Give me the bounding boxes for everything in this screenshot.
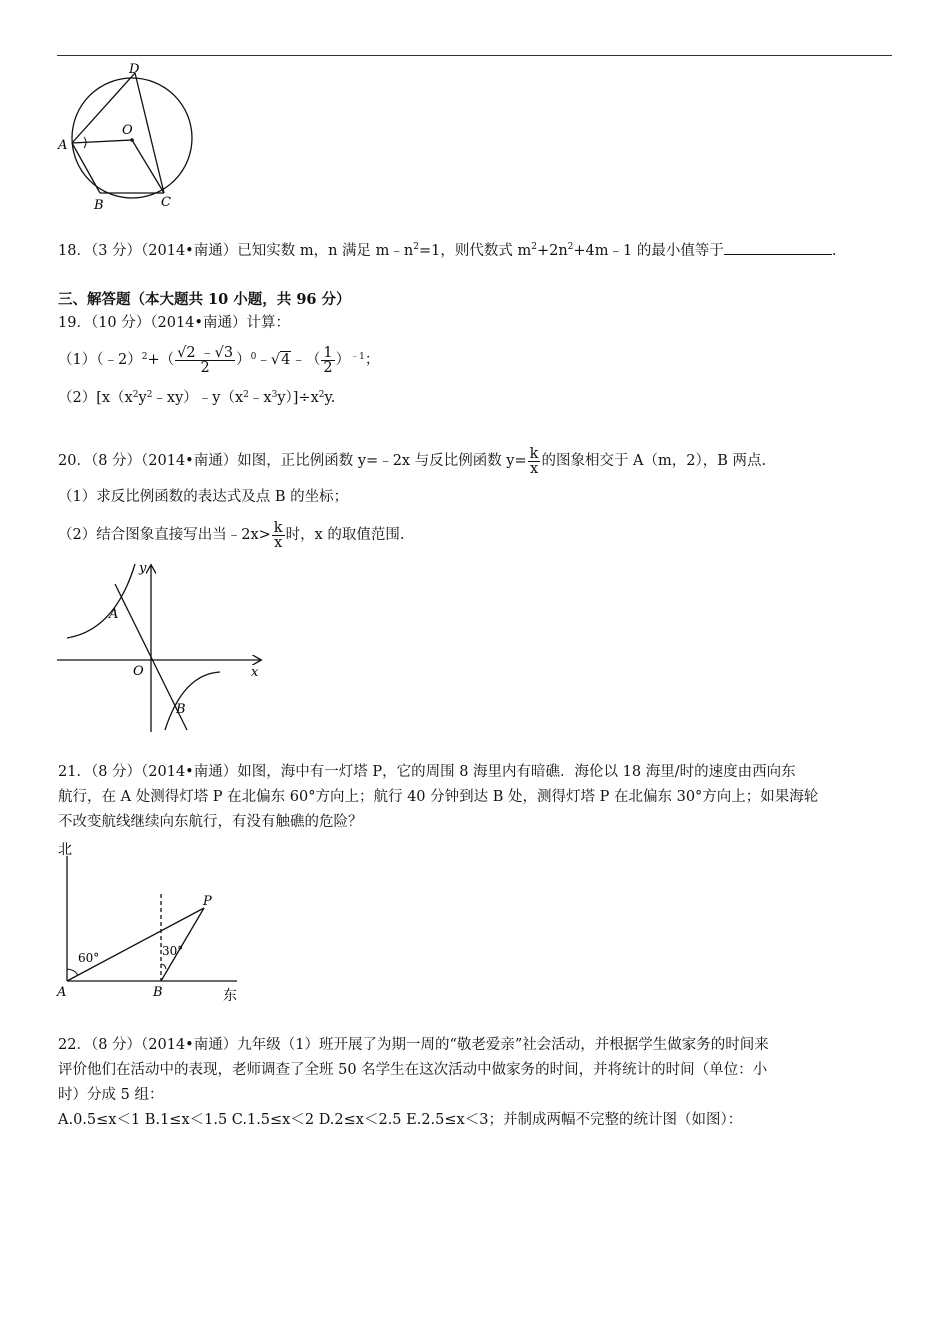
label-A: A — [58, 138, 68, 153]
header-rule — [57, 55, 892, 56]
question-18: 18．（3 分）（2014•南通）已知实数 m，n 满足 $m﹣n^2=1$，则代数式 $m^2+2n^2+4m﹣1$ 的最小值等于 . — [58, 242, 837, 259]
question-22-line2: 评价他们在活动中的表现，老师调查了全班 50 名学生在这次活动中做家务的时间，并将统计的时间（单位：小 — [58, 1062, 768, 1078]
section-heading: 三、解答题（本大题共 10 小题，共 96 分） — [58, 291, 351, 308]
label-B: B — [176, 702, 186, 717]
question-22-line1: 22．（8 分）（2014•南通）九年级（1）班开展了为期一周的“敬老爱亲”社会活动，并根据学生做家务的时间来 — [58, 1037, 769, 1053]
label-north: 北 — [58, 842, 72, 858]
question-22-line3: 时）分成 5 组： — [58, 1087, 164, 1103]
question-20-part2: （2）结合图象直接写出当﹣2x> $\frac{k}{x}$ 时，x 的取值范围. — [58, 519, 405, 551]
label-C: C — [161, 195, 171, 210]
question-19-part1: （1）（﹣2）$^2$+（ $\frac{√2 ﹣√3}{2}$ ）$^0$﹣√4﹣（ $\frac{1}{2}$ ）$^{﹣1}$； — [58, 344, 380, 376]
answer-blank[interactable] — [724, 240, 832, 255]
label-30: 30° — [162, 944, 184, 958]
label-60: 60° — [78, 951, 100, 965]
label-D: D — [129, 62, 140, 77]
label-east: 东 — [223, 988, 237, 1003]
lighthouse-figure — [52, 838, 252, 1003]
label-O: O — [133, 664, 144, 679]
circle-figure — [52, 60, 202, 215]
circle — [72, 78, 192, 198]
question-21-line1: 21．（8 分）（2014•南通）如图，海中有一灯塔 P，它的周围 8 海里内有暗礁．海伦以 18 海里/时的速度由西向东 — [58, 764, 796, 780]
function-graph-figure — [55, 560, 270, 735]
question-19-head: 19．（10 分）（2014•南通）计算： — [58, 315, 290, 331]
label-y: y — [139, 561, 147, 576]
question-20: 20．（8 分）（2014•南通）如图，正比例函数 y=﹣2x 与反比例函数 y= $\frac{k}{x}$ 的图象相交于 A（m，2），B 两点. — [58, 445, 767, 477]
question-20-part1: （1）求反比例函数的表达式及点 B 的坐标； — [58, 489, 349, 505]
label-A: A — [109, 607, 119, 622]
label-A: A — [57, 985, 67, 1000]
question-22-line4: A.0.5≤x＜1 B.1≤x＜1.5 C.1.5≤x＜2 D.2≤x＜2.5 E.2.5≤x＜3；并制成两幅不完整的统计图（如图）： — [58, 1112, 743, 1128]
question-21-line2: 航行，在 A 处测得灯塔 P 在北偏东 60°方向上；航行 40 分钟到达 B 处，测得灯塔 P 在北偏东 30°方向上；如果海轮 — [58, 789, 819, 805]
question-19-part2: $(2)[x(x^2y^2﹣xy)﹣y(x^2﹣x^3y)]\div x^2y$. — [58, 390, 336, 406]
question-21-line3: 不改变航线继续向东航行，有没有触礁的危险？ — [58, 814, 363, 830]
label-P: P — [203, 894, 212, 909]
label-B: B — [153, 985, 163, 1000]
line-AP — [67, 908, 204, 981]
label-O: O — [122, 123, 133, 138]
label-x: x — [251, 665, 259, 680]
label-B: B — [94, 198, 104, 213]
hyperbola-upper-left — [67, 564, 135, 638]
